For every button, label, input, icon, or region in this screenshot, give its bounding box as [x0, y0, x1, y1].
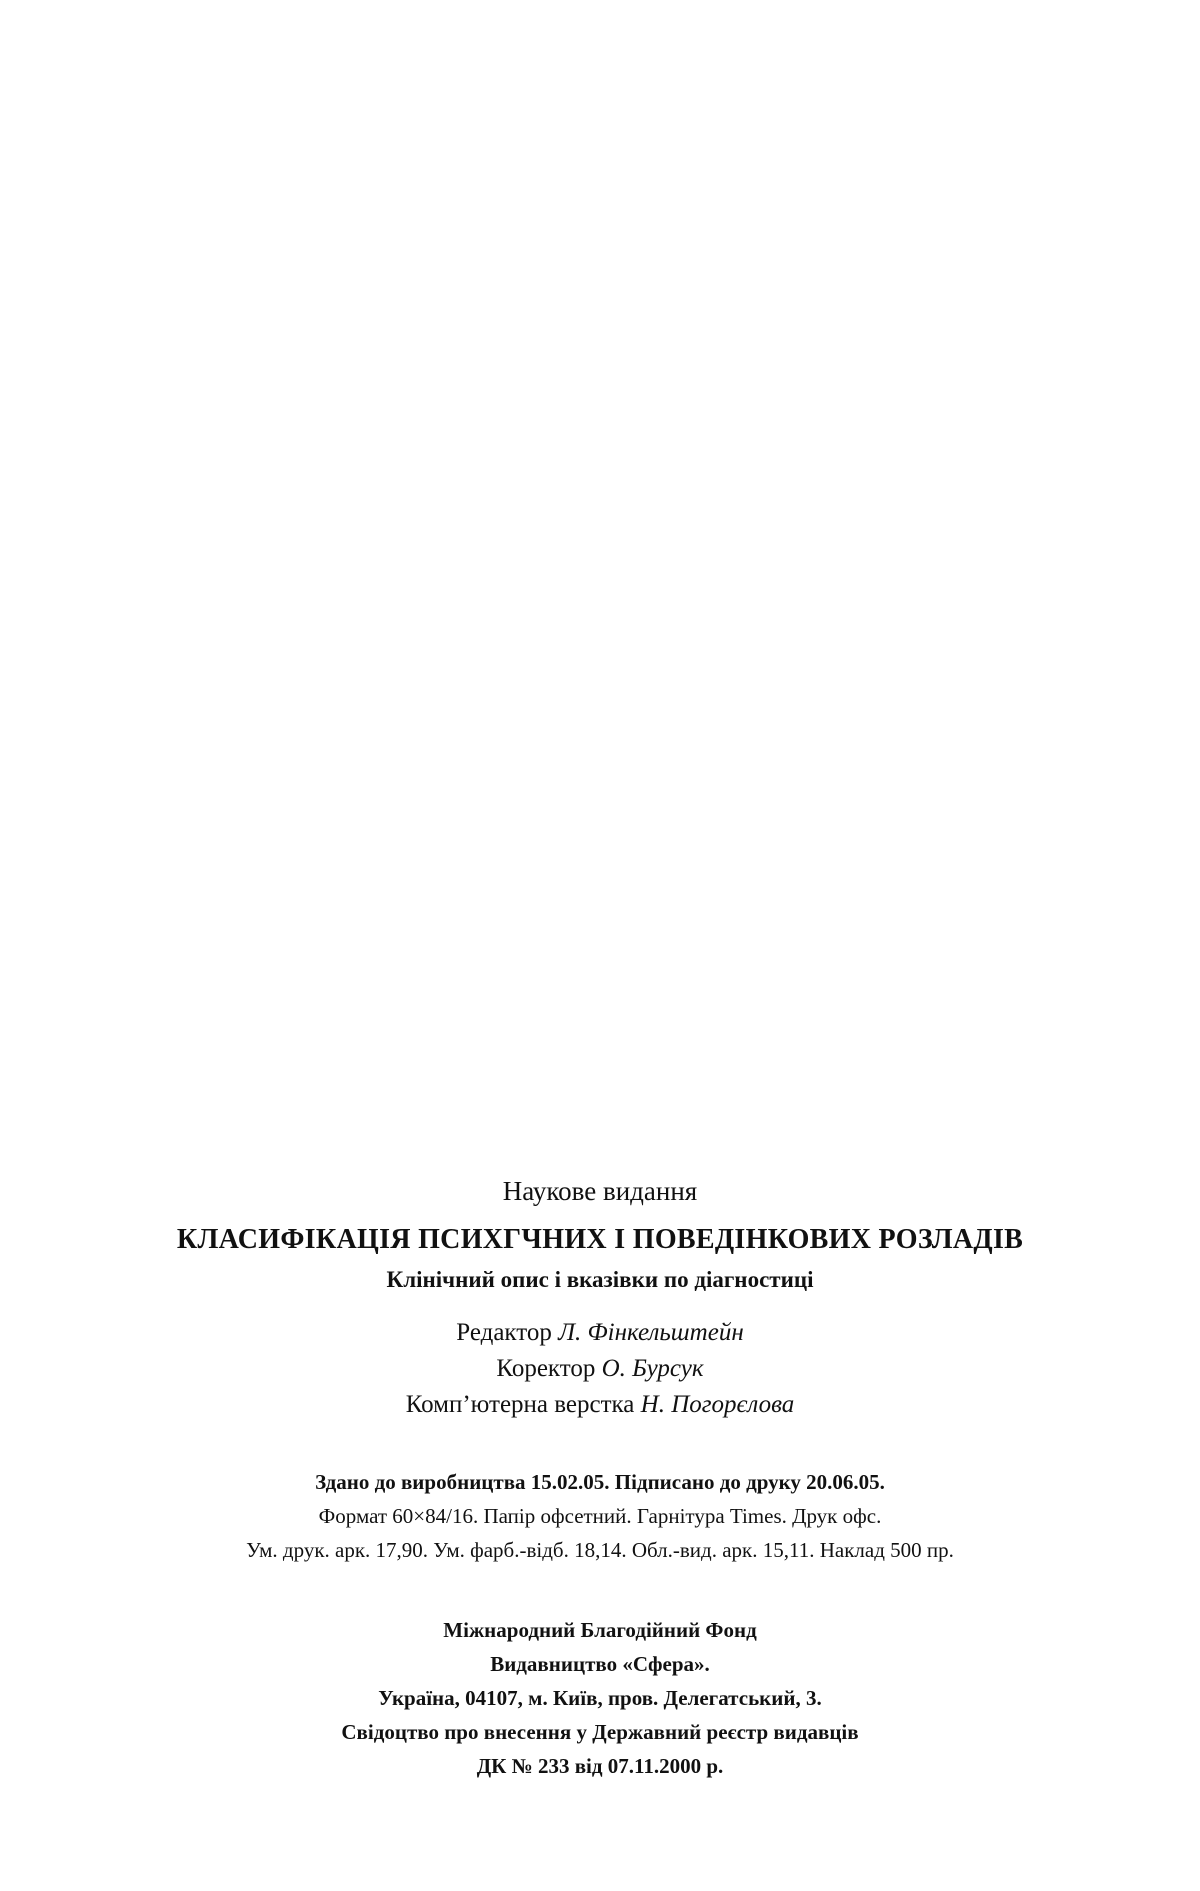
credit-role: Редактор	[456, 1319, 552, 1346]
publisher-line: Свідоцтво про внесення у Державний реєстр видавців	[341, 1720, 859, 1744]
credit-role: Коректор	[496, 1355, 596, 1382]
credit-layout	[0, 1387, 1200, 1423]
credit-name: О. Бурсук	[601, 1355, 704, 1382]
series-label: Наукове видання	[502, 1176, 698, 1206]
book-title: КЛАСИФІКАЦІЯ ПСИХГЧНИХ І ПОВЕДІНКОВИХ РОЗЛАДІВ	[176, 1224, 1024, 1255]
spec-line: Ум. друк. арк. 17,90. Ум. фарб.-відб. 18,14. Обл.-вид. арк. 15,11. Наклад 500 пр.	[246, 1538, 954, 1562]
spec-line: Формат 60×84/16. Папір офсетний. Гарнітура Times. Друк офс.	[318, 1504, 882, 1528]
publisher-info	[0, 1613, 1200, 1783]
credit-name: Н. Погорєлова	[640, 1391, 795, 1418]
credits	[0, 1315, 1200, 1423]
credit-name: Л. Фінкельштейн	[558, 1319, 744, 1346]
publisher-line: Видавництво «Сфера».	[490, 1652, 710, 1676]
publisher-line: Україна, 04107, м. Київ, пров. Делегатський, 3.	[378, 1686, 822, 1710]
print-specs	[0, 1465, 1200, 1567]
spec-line: Здано до виробництва 15.02.05. Підписано до друку 20.06.05.	[315, 1470, 885, 1494]
publisher-line: Міжнародний Благодійний Фонд	[443, 1618, 757, 1642]
publisher-line: ДК № 233 від 07.11.2000 р.	[476, 1754, 724, 1778]
book-subtitle: Клінічний опис і вказівки по діагностиці	[386, 1267, 814, 1292]
imprint-block	[0, 1175, 1200, 1783]
credit-editor	[0, 1315, 1200, 1351]
credit-role: Комп’ютерна верстка	[405, 1391, 635, 1418]
credit-proofreader	[0, 1351, 1200, 1387]
